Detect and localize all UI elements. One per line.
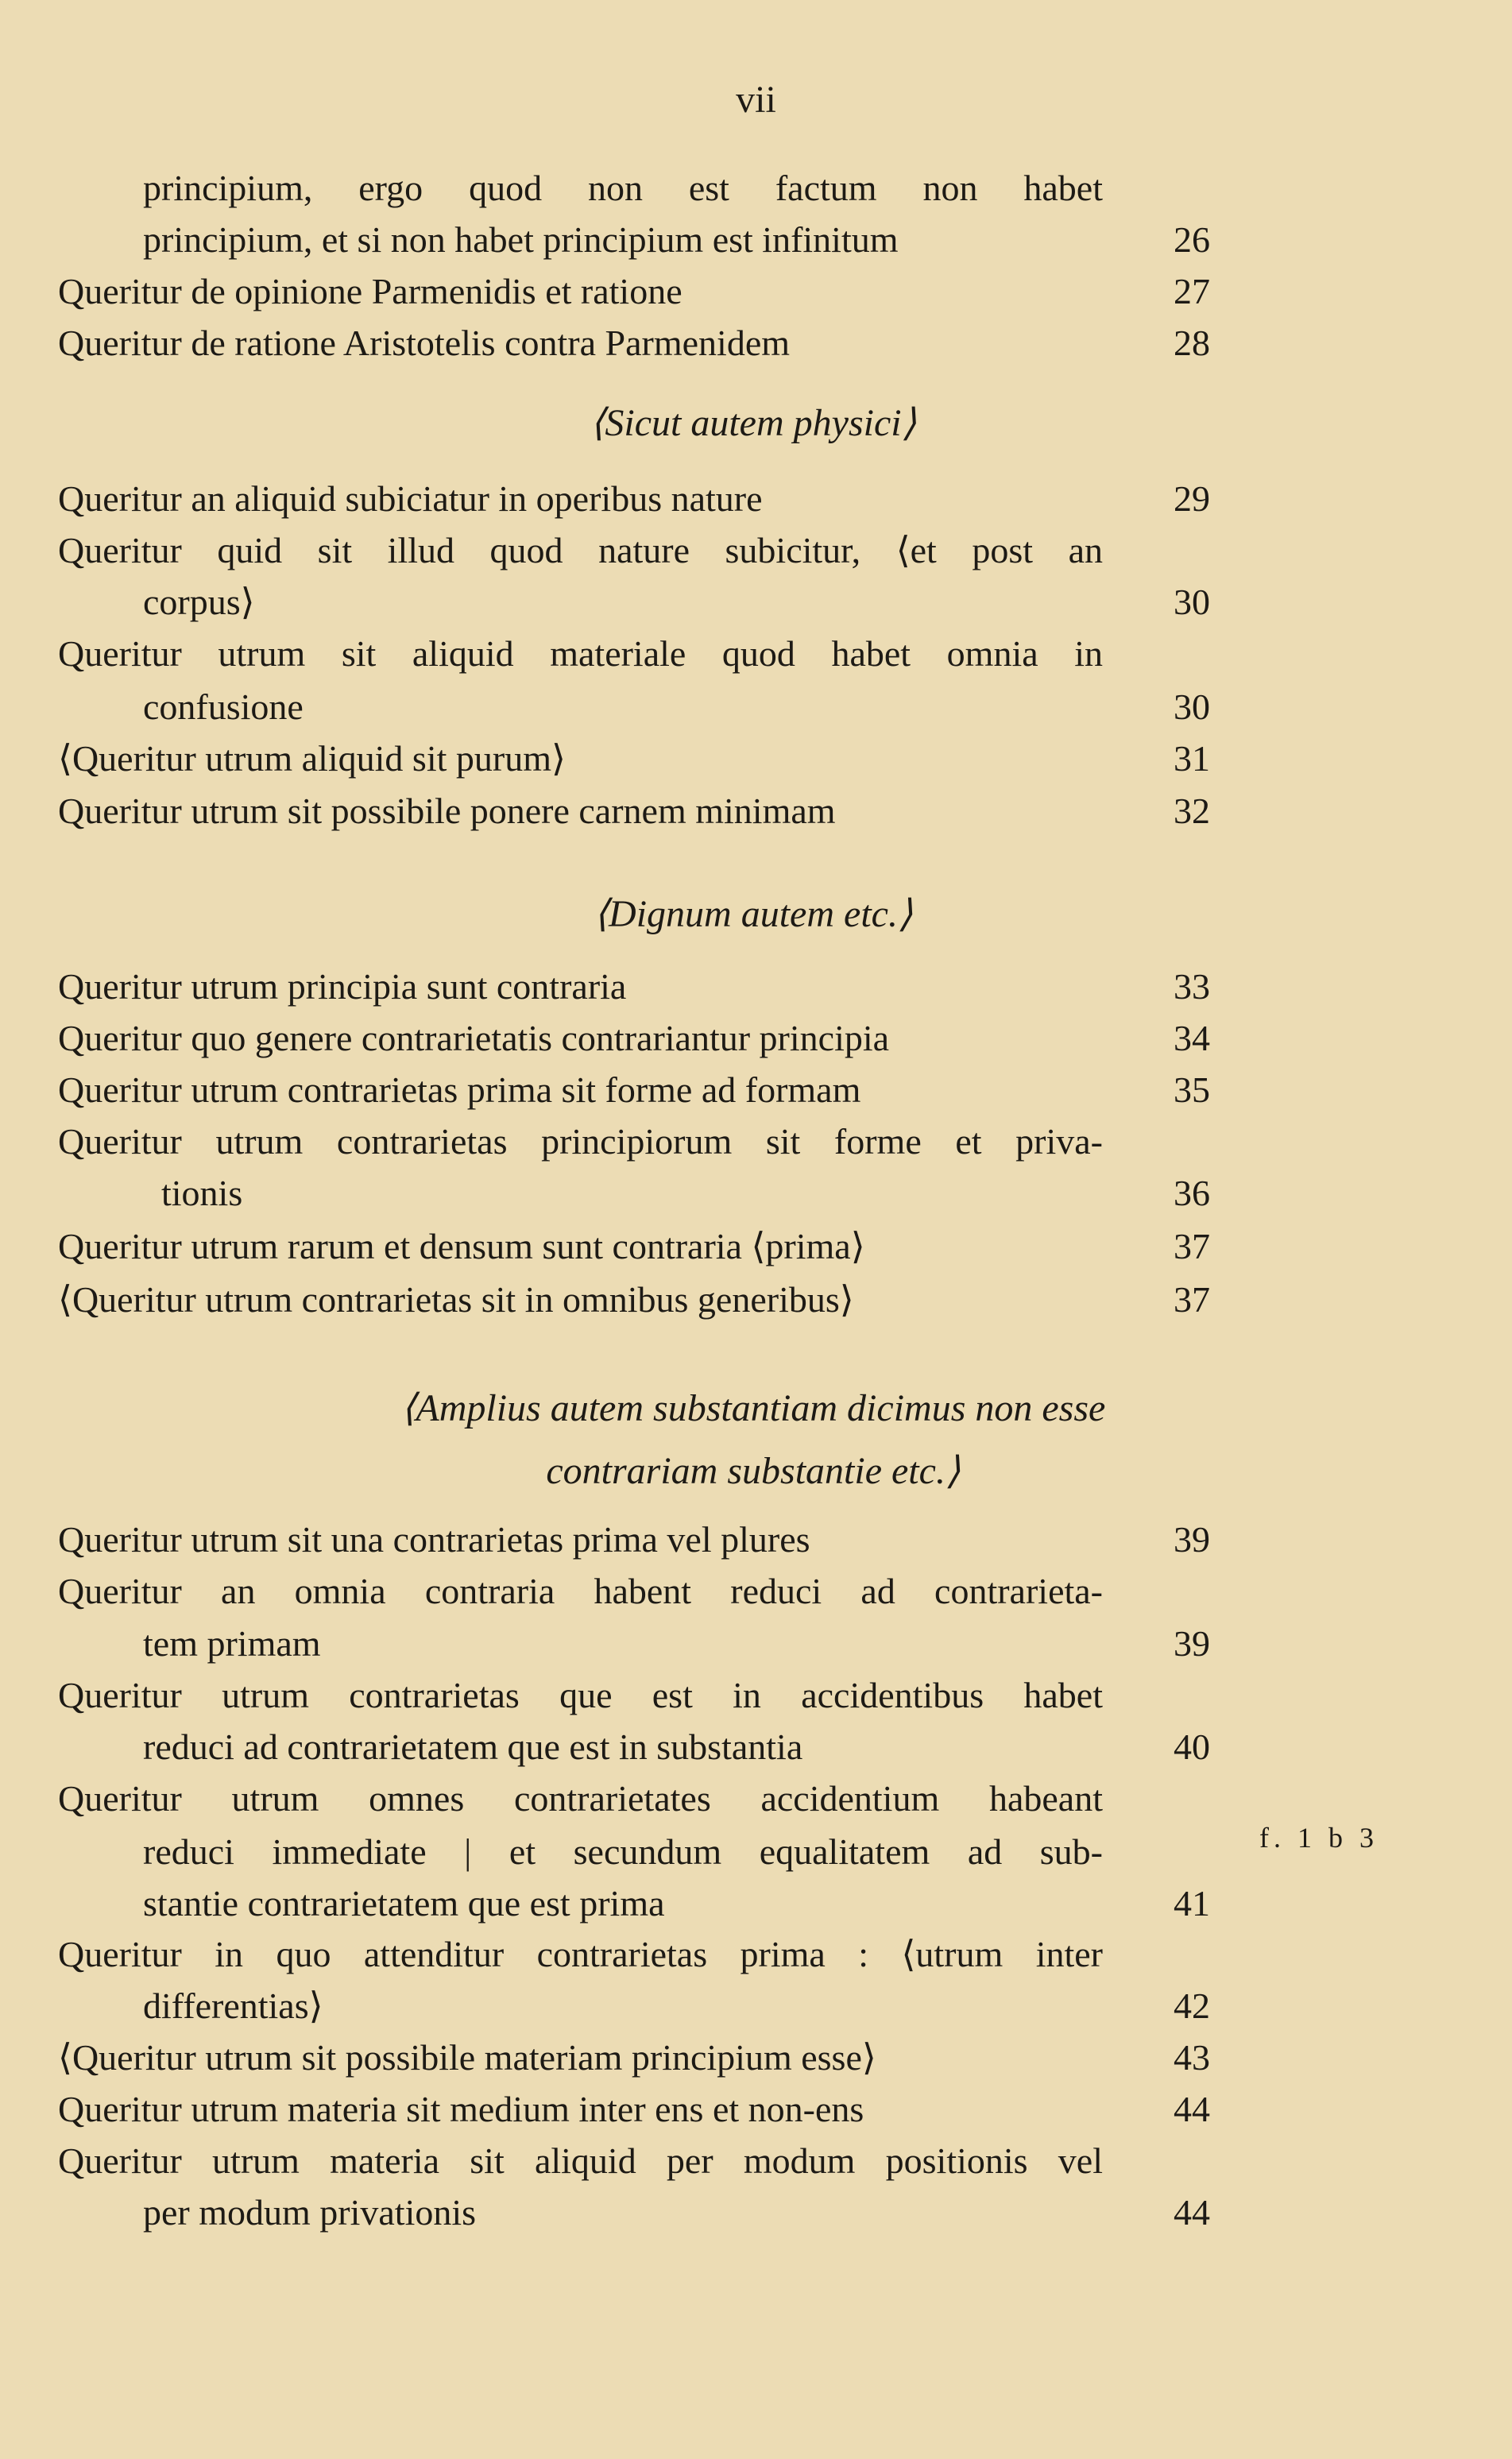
toc-entry-line: tem primam <box>143 1623 321 1664</box>
toc-page-number: 40 <box>1174 1726 1210 1767</box>
toc-entry-line: Queritur utrum materia sit medium inter ens et non-ens <box>58 2089 864 2129</box>
toc-entry-line: tionis <box>161 1173 243 1213</box>
toc-page-number: 41 <box>1174 1883 1210 1924</box>
margin-folio-note: f. 1 b 3 <box>1259 1822 1379 1854</box>
toc-page-number: 31 <box>1174 738 1210 779</box>
toc-entry-line: Queritur an omnia contraria habent reduci ad contrarieta- <box>58 1571 1103 1611</box>
section-heading: contrariam substantie etc.⟩ <box>546 1450 961 1492</box>
toc-entry-line: Queritur de ratione Aristotelis contra Parmenidem <box>58 323 791 363</box>
toc-entry-line: Queritur an aliquid subiciatur in operibus nature <box>58 478 763 519</box>
toc-entry-line: Queritur utrum rarum et densum sunt contraria ⟨prima⟩ <box>58 1226 865 1266</box>
toc-entry-line: Queritur utrum contrarietas prima sit forme ad formam <box>58 1069 861 1110</box>
section-heading: ⟨Sicut autem physici⟩ <box>590 402 917 444</box>
toc-entry-line: Queritur utrum sit una contrarietas prima vel plures <box>58 1519 810 1560</box>
toc-page-number: 32 <box>1174 791 1210 831</box>
toc-page-number: 43 <box>1174 2037 1210 2078</box>
toc-page-number: 44 <box>1174 2089 1210 2129</box>
toc-entry-line: confusione <box>143 686 304 727</box>
toc-page-number: 37 <box>1174 1279 1210 1320</box>
toc-entry-line: differentias⟩ <box>143 1985 323 2026</box>
toc-entry-line: corpus⟩ <box>143 582 255 622</box>
toc-entry-line: Queritur utrum principia sunt contraria <box>58 966 627 1007</box>
toc-page-number: 30 <box>1174 686 1210 727</box>
toc-entry-line: reduci immediate | et secundum equalitatem ad sub- <box>143 1831 1103 1872</box>
toc-entry-line: reduci ad contrarietatem que est in substantia <box>143 1726 803 1767</box>
toc-entry-line: Queritur utrum omnes contrarietates accidentium habeant <box>58 1778 1103 1819</box>
toc-entry-line: principium, ergo quod non est factum non habet <box>143 168 1103 208</box>
toc-entry-line: stantie contrarietatem que est prima <box>143 1883 665 1924</box>
toc-page-number: 28 <box>1174 323 1210 363</box>
toc-page-number: 39 <box>1174 1623 1210 1664</box>
section-heading: ⟨Dignum autem etc.⟩ <box>594 893 913 935</box>
toc-entry-line: Queritur quo genere contrarietatis contrariantur principia <box>58 1018 890 1058</box>
toc-page-number: 35 <box>1174 1069 1210 1110</box>
toc-page-number: 33 <box>1174 966 1210 1007</box>
toc-entry-line: Queritur utrum materia sit aliquid per modum positionis vel <box>58 2140 1103 2181</box>
toc-page-number: 29 <box>1174 478 1210 519</box>
toc-page-number: 37 <box>1174 1226 1210 1266</box>
toc-entry-line: per modum privationis <box>143 2192 477 2233</box>
toc-page-number: 26 <box>1174 219 1210 260</box>
toc-page-number: 44 <box>1174 2192 1210 2233</box>
toc-entry-line: Queritur de opinione Parmenidis et ratione <box>58 271 683 311</box>
page-folio: vii <box>736 79 776 121</box>
toc-page-number: 34 <box>1174 1018 1210 1058</box>
toc-entry-line: Queritur utrum sit aliquid materiale quod habet omnia in <box>58 633 1103 674</box>
toc-entry-line: Queritur in quo attenditur contrarietas prima : ⟨utrum inter <box>58 1934 1103 1974</box>
toc-entry-line: Queritur utrum contrarietas principiorum sit forme et priva- <box>58 1121 1103 1162</box>
section-heading: ⟨Amplius autem substantiam dicimus non esse <box>400 1387 1106 1429</box>
toc-page-number: 27 <box>1174 271 1210 311</box>
toc-page-number: 42 <box>1174 1985 1210 2026</box>
toc-entry-line: Queritur utrum contrarietas que est in accidentibus habet <box>58 1675 1103 1715</box>
toc-entry-line: ⟨Queritur utrum aliquid sit purum⟩ <box>58 738 566 779</box>
toc-entry-line: principium, et si non habet principium est infinitum <box>143 219 899 260</box>
toc-page-number: 39 <box>1174 1519 1210 1560</box>
toc-entry-line: Queritur utrum sit possibile ponere carnem minimam <box>58 791 836 831</box>
toc-entry-line: Queritur quid sit illud quod nature subicitur, ⟨et post an <box>58 530 1103 570</box>
toc-entry-line: ⟨Queritur utrum sit possibile materiam principium esse⟩ <box>58 2037 876 2078</box>
toc-page-number: 36 <box>1174 1173 1210 1213</box>
toc-entry-line: ⟨Queritur utrum contrarietas sit in omnibus generibus⟩ <box>58 1279 854 1320</box>
toc-page-number: 30 <box>1174 582 1210 622</box>
